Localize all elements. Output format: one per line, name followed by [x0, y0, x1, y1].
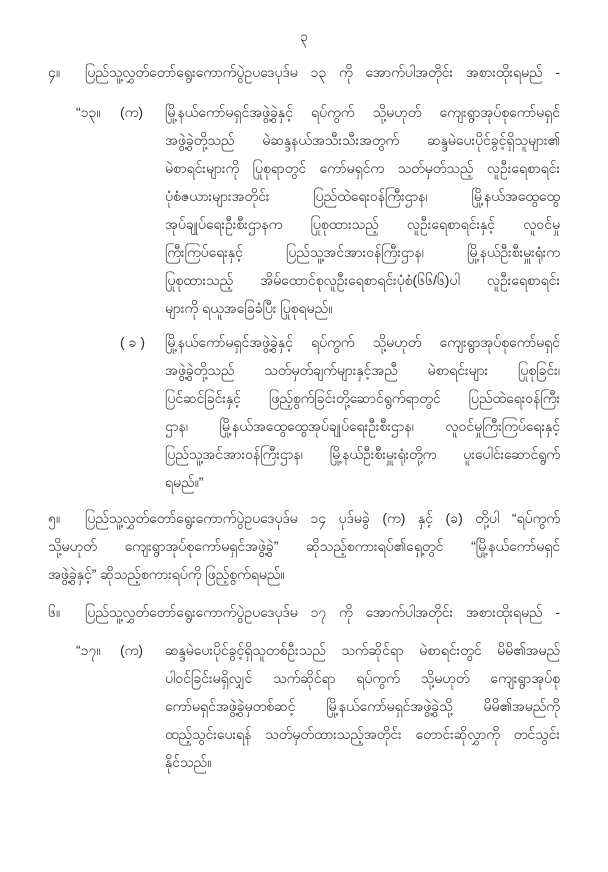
text-line: မြို့နယ်ကော်မရှင်အဖွဲ့ခွဲနှင့် ရပ်ကွက် သို့မဟုတ် ကျေးရွာအုပ်စုကော်မရှင်	[165, 334, 560, 350]
text-line: ရမည်။”	[165, 474, 204, 490]
section-13b-first-line	[0, 328, 608, 356]
text-line: အဖွဲ့ခွဲတို့သည် သတ်မှတ်ချက်များနှင့်အညီ မဲစာရင်းများ ပြုစုခြင်း၊	[165, 362, 560, 378]
section-13b-number-spacer	[76, 328, 120, 356]
text-line: မဲစာရင်းများကို ပြုစုရာတွင် ကော်မရှင်က သတ်မှတ်သည့် လူဦးရေစာရင်း	[165, 160, 560, 176]
section-17a-number: “၁၇။	[76, 642, 101, 658]
paragraph-5	[0, 504, 608, 588]
section-13b-label: ( ခ )	[120, 334, 145, 350]
paragraph-6-number: ၆။	[48, 604, 61, 620]
section-13a-label: (က)	[120, 104, 144, 120]
text-line: ပြင်ဆင်ခြင်းနှင့် ဖြည့်စွက်ခြင်းတို့ဆောင်ရွက်ရာတွင် ပြည်ထဲရေးဝန်ကြီး	[165, 390, 560, 406]
paragraph-5-first-line	[0, 504, 608, 532]
paragraph-6-text: ပြည်သူ့လွှတ်တော်ရွေးကောက်ပွဲဥပဒေပုဒ်မ ၁၇ ကို အောက်ပါအတိုင်း အစားထိုးရမည် -	[85, 604, 560, 620]
text-line: ပါဝင်ခြင်းမရှိလျှင် သက်ဆိုင်ရာ ရပ်ကွက် သို့မဟုတ် ကျေးရွာအုပ်စု	[165, 670, 560, 686]
text-line: ပုံစံဇယားများအတိုင်း ပြည်ထဲရေးဝန်ကြီးဌာန၊ မြို့နယ်အထွေထွေ	[165, 188, 560, 204]
section-13b	[0, 328, 608, 496]
paragraph-6	[0, 598, 608, 626]
section-13a	[0, 98, 608, 322]
text-line: ကြီးကြပ်ရေးနှင့် ပြည်သူ့အင်အားဝန်ကြီးဌာန၊ မြို့နယ်ဦးစီးမှူးရုံးက	[165, 244, 560, 260]
text-line: အဖွဲ့ခွဲနှင့်” ဆိုသည့်စကားရပ်ကို ဖြည့်စွက်ရမည်။	[48, 566, 285, 582]
section-17a-first-line	[0, 636, 608, 664]
text-line: ထည့်သွင်းပေးရန် သတ်မှတ်ထားသည့်အတိုင်း တောင်းဆိုလွှာကို တင်သွင်း	[165, 726, 560, 742]
paragraph-5-number: ၅။	[48, 510, 61, 526]
section-13a-first-line	[0, 98, 608, 126]
text-line: ဆန္ဒမဲပေးပိုင်ခွင့်ရှိသူတစ်ဦးသည် သက်ဆိုင်ရာ မဲစာရင်းတွင် မိမိ၏အမည်	[165, 642, 560, 658]
text-line: ပြုစုထားသည့် အိမ်ထောင်စုလူဦးရေစာရင်းပုံစံ(၆၆/၆)ပါ လူဦးရေစာရင်း	[165, 272, 560, 288]
paragraph-4-number: ၄။	[48, 64, 61, 80]
page-number: ၃	[300, 28, 308, 44]
text-line: ပြည်သူ့အင်အားဝန်ကြီးဌာန၊ မြို့နယ်ဦးစီးမှူးရုံးတို့က ပူးပေါင်းဆောင်ရွက်	[165, 446, 560, 462]
text-line: ကော်မရှင်အဖွဲ့ခွဲမှတစ်ဆင့် မြို့နယ်ကော်မရှင်အဖွဲ့ခွဲသို့ မိမိ၏အမည်ကို	[165, 698, 560, 714]
text-line: အဖွဲ့ခွဲတို့သည် မဲဆန္ဒနယ်အသီးသီးအတွက် ဆန္ဒမဲပေးပိုင်ခွင့်ရှိသူများ၏	[165, 132, 560, 148]
text-line: ဌာန၊ မြို့နယ်အထွေထွေအုပ်ချုပ်ရေးဦးစီးဌာန၊ လူဝင်မှုကြီးကြပ်ရေးနှင့်	[165, 418, 560, 434]
text-line: သို့မဟုတ် ကျေးရွာအုပ်စုကော်မရှင်အဖွဲ့ခွဲ” ဆိုသည့်စကားရပ်၏ရှေ့တွင် “မြို့နယ်ကော်မရှင်	[48, 538, 560, 554]
section-13a-number: “၁၃။	[76, 104, 101, 120]
text-line: များကို ရယူအခြေခံပြီး ပြုစုရမည်။	[165, 300, 333, 316]
text-line: ပြည်သူ့လွှတ်တော်ရွေးကောက်ပွဲဥပဒေပုဒ်မ ၁၄ ပုဒ်မခွဲ (က) နှင့် (ခ) တို့ပါ “ရပ်ကွက်	[85, 510, 560, 526]
paragraph-4-text: ပြည်သူ့လွှတ်တော်ရွေးကောက်ပွဲဥပဒေပုဒ်မ ၁၃ ကို အောက်ပါအတိုင်း အစားထိုးရမည် -	[85, 64, 560, 80]
section-17a-label: (က)	[120, 642, 144, 658]
section-17a	[0, 636, 608, 776]
paragraph-4	[0, 58, 608, 86]
text-line: နိုင်သည်။	[165, 754, 212, 770]
text-line: အုပ်ချုပ်ရေးဦးစီးဌာနက ပြုစုထားသည့် လူဦးရေစာရင်းနှင့် လူဝင်မှု	[165, 216, 560, 232]
text-line: မြို့နယ်ကော်မရှင်အဖွဲ့ခွဲနှင့် ရပ်ကွက် သို့မဟုတ် ကျေးရွာအုပ်စုကော်မရှင်	[165, 104, 560, 120]
